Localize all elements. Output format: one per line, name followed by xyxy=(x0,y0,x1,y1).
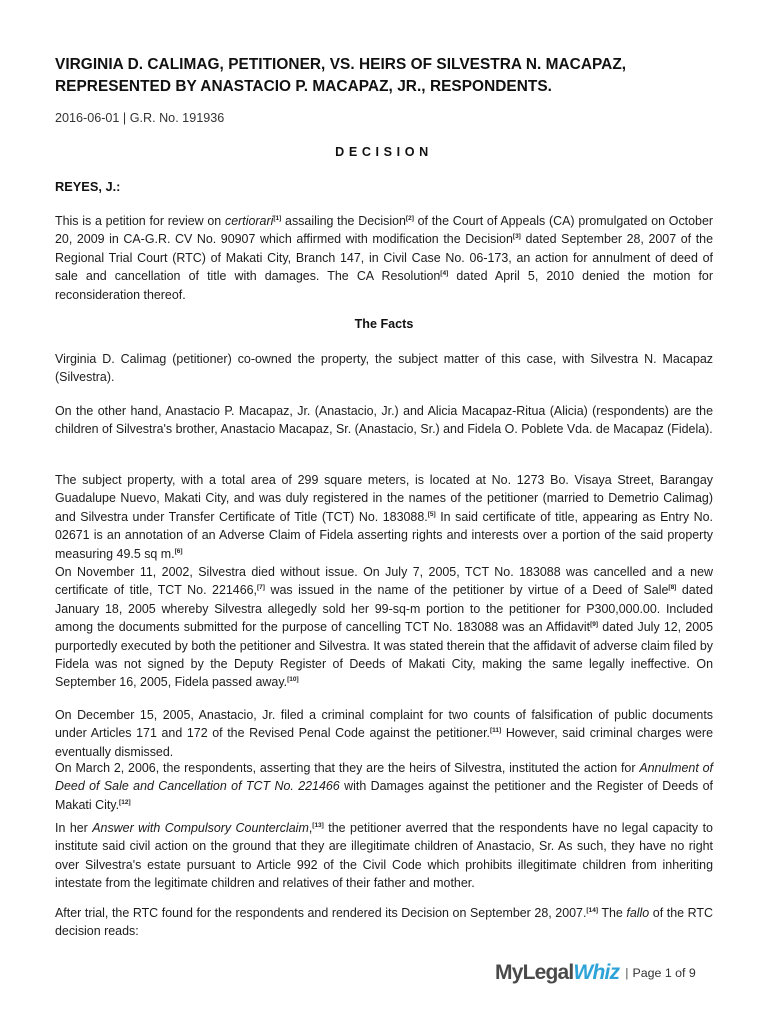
footnote-ref[interactable]: [5] xyxy=(427,510,436,518)
page-footer xyxy=(495,958,696,988)
footnote-ref[interactable]: [2] xyxy=(405,215,414,222)
footnote-ref[interactable]: [7] xyxy=(257,584,265,592)
paragraph-criminal-complaint: On December 15, 2005, Anastacio, Jr. filed a criminal complaint for two counts of falsification of public documents under Articles 171 and 172 of the Revised Penal Code against the petitioner.[11] However, said criminal charges were eventually dismissed. xyxy=(55,708,713,759)
footnote-ref[interactable]: [12] xyxy=(119,798,131,806)
paragraph-civil-action: On March 2, 2006, the respondents, asserting that they are the heirs of Silvestra, instituted the action for Annulment of Deed of Sale and Cancellation of TCT No. 221466 with Damages against the petitioner and the Register of Deeds of Makati City.[12] xyxy=(55,761,713,812)
footnote-ref[interactable]: [8] xyxy=(668,584,677,592)
ponente: REYES, J.: xyxy=(55,179,121,194)
case-date: 2016-06-01 xyxy=(55,111,120,125)
footnote-ref[interactable]: [13] xyxy=(312,822,324,829)
footnote-ref[interactable]: [4] xyxy=(440,270,449,278)
paragraph-answer: In her Answer with Compulsory Counterclaim,[13] the petitioner averred that the respondents have no legal capacity to institute said civil action on the ground that they are illegitimate children of Anastacio, Sr. As such, they have no right over Silvestra's estate pursuant to Article 992 of the Civil Code which prohibits illegitimate children from inheriting intestate from the legitimate children and relatives of their father and mother. xyxy=(55,821,713,891)
footnote-ref[interactable]: [1] xyxy=(273,215,282,222)
paragraph-respondents: On the other hand, Anastacio P. Macapaz, Jr. (Anastacio, Jr.) and Alicia Macapaz-Ritua (Alicia) (respondents) are the children of Silvestra's brother, Anastacio Macapaz, Sr. (Anastacio, Sr.) and Fidela O. Poblete Vda. de Macapaz (Fidela). xyxy=(55,404,713,437)
footnote-ref[interactable]: [6] xyxy=(174,547,183,555)
case-title: VIRGINIA D. CALIMAG, PETITIONER, VS. HEIRS OF SILVESTRA N. MACAPAZ, REPRESENTED BY ANASTACIO P. MACAPAZ, JR., RESPONDENTS. xyxy=(55,56,627,95)
footnote-ref[interactable]: [10] xyxy=(287,676,299,684)
case-gr-number: G.R. No. 191936 xyxy=(129,111,225,125)
paragraph-petitioner: Virginia D. Calimag (petitioner) co-owned the property, the subject matter of this case, with Silvestra N. Macapaz (Silvestra). xyxy=(55,352,713,385)
meta-separator: | xyxy=(119,111,130,125)
footnote-ref[interactable]: [14] xyxy=(586,907,598,914)
decision-heading: DECISION xyxy=(335,145,433,159)
footnote-ref[interactable]: [9] xyxy=(590,621,599,629)
facts-heading: The Facts xyxy=(354,317,414,331)
footnote-ref[interactable]: [11] xyxy=(490,727,502,735)
paragraph-property: The subject property, with a total area of 299 square meters, is located at No. 1273 Bo. Visaya Street, Barangay Guadalupe Nuevo, Makati City, and was duly registered in the names of the petitioner (married to Demetrio Calimag) and Silvestra under Transfer Certificate of Title (TCT) No. 183088.[5] In said certificate of title, appearing as Entry No. 02671 is an annotation of an Adverse Claim of Fidela asserting rights and interests over a portion of the said property measuring 49.5 sq m.[6] xyxy=(55,473,714,561)
mylegalwhiz-logo: MyLegalWhiz xyxy=(495,961,620,984)
paragraph-intro: This is a petition for review on certiorari[1] assailing the Decision[2] of the Court of Appeals (CA) promulgated on October 20, 2009 in CA-G.R. CV No. 90907 which affirmed with modification the Decision[3] dated September 28, 2007 of the Regional Trial Court (RTC) of Makati City, Branch 147, in Civil Case No. 06-173, an action for annulment of deed of sale and cancellation of title with damages. The CA Resolution[4] dated April 5, 2010 denied the motion for reconsideration thereof. xyxy=(55,214,714,302)
paragraph-rtc-decision: After trial, the RTC found for the respondents and rendered its Decision on September 28, 2007.[14] The fallo of the RTC decision reads: xyxy=(55,906,713,939)
footnote-ref[interactable]: [3] xyxy=(512,233,521,241)
page-number: Page 1 of 9 xyxy=(632,966,696,980)
paragraph-sale: On November 11, 2002, Silvestra died without issue. On July 7, 2005, TCT No. 183088 was cancelled and a new certificate of title, TCT No. 221466,[7] was issued in the name of the petitioner by virtue of a Deed of Sale[8] dated January 18, 2005 whereby Silvestra allegedly sold her 99-sq-m portion to the petitioner for P300,000.00. Included among the documents submitted for the purpose of cancelling TCT No. 183088 was an Affidavit[9] dated July 12, 2005 purportedly executed by both the petitioner and Silvestra. It was stated therein that the affidavit of adverse claim filed by Fidela was not signed by the Deputy Register of Deeds of Makati City, making the same legally ineffective. On September 16, 2005, Fidela passed away.[10] xyxy=(55,565,713,690)
case-meta xyxy=(55,111,224,125)
page-indicator: | Page 1 of 9 xyxy=(625,966,696,980)
